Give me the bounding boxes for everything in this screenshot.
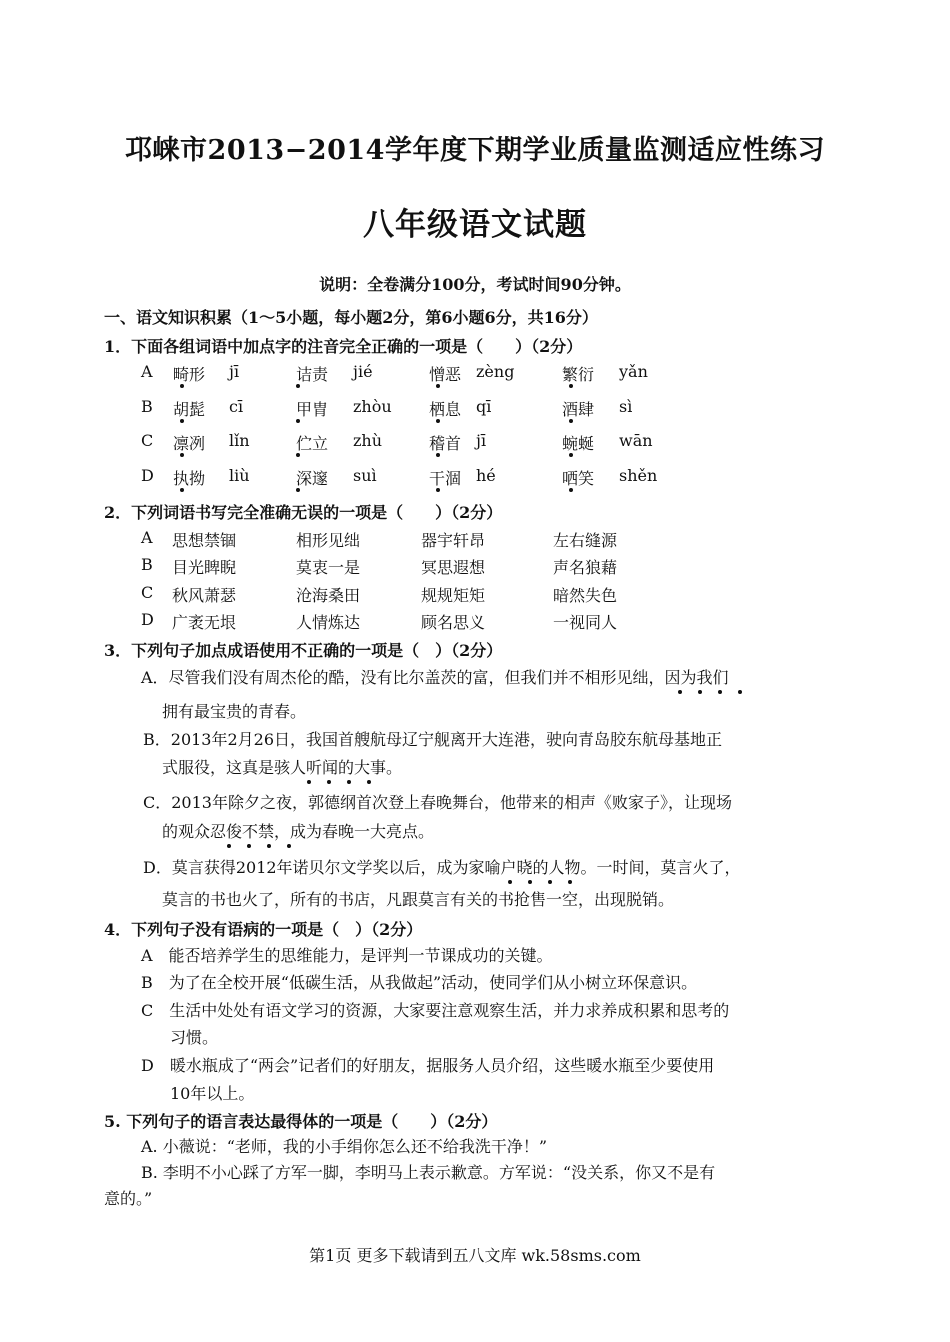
question-5-option-b-line2: 意的。”: [104, 1189, 153, 1208]
emphasis-dot: [528, 880, 532, 884]
emphasis-dot: [296, 419, 300, 423]
emphasis-dot: [436, 488, 440, 492]
option-word: 思想禁锢: [172, 531, 237, 550]
option-word: 左右缝源: [553, 531, 618, 550]
option-word: 繁衍: [562, 365, 595, 384]
emphasis-dot: [227, 844, 231, 848]
emphasis-dot: [569, 488, 573, 492]
option-pinyin: hé: [476, 466, 496, 485]
option-letter: B: [141, 555, 153, 574]
emphasis-dot: [180, 419, 184, 423]
option-pinyin: zèng: [476, 362, 515, 381]
question-5-option-b-line1: B. 李明不小心踩了方军一脚，李明马上表示歉意。方军说：“没关系，你又不是有: [141, 1163, 716, 1182]
question-3-stem: 3．下列句子加点成语使用不正确的一项是（ ）（2分）: [104, 641, 503, 660]
option-word: 哂笑: [562, 469, 595, 488]
option-pinyin: jī: [476, 431, 487, 450]
question-3-option-b-line1: B．2013年2月26日，我国首艘航母辽宁舰离开大连港，驶向青岛胶东航母基地正: [143, 730, 723, 749]
option-word: 憎恶: [429, 365, 462, 384]
emphasis-dot: [678, 690, 682, 694]
option-word: 相形见绌: [296, 531, 361, 550]
option-pinyin: wān: [619, 431, 653, 450]
option-word: 甲胄: [296, 400, 329, 419]
emphasis-dot: [569, 453, 573, 457]
option-word: 蜿蜒: [562, 434, 595, 453]
question-3-option-a-line2: 拥有最宝贵的青春。: [162, 702, 307, 721]
option-word: 凛冽: [173, 434, 206, 453]
option-word: 酒肆: [562, 400, 595, 419]
option-word: 声名狼藉: [553, 558, 618, 577]
question-4-option-c-line1: C 生活中处处有语文学习的资源，大家要注意观察生活，并力求养成积累和思考的: [141, 1001, 730, 1020]
question-3-option-b-line2: 式服役，这真是骇人听闻的大事。: [162, 758, 403, 777]
emphasis-dot: [287, 844, 291, 848]
page-footer: 第1页 更多下载请到五八文库 wk.58sms.com: [309, 1246, 641, 1265]
emphasis-dot: [508, 880, 512, 884]
option-pinyin: sì: [619, 397, 633, 416]
emphasis-dot: [180, 384, 184, 388]
option-word: 栖息: [429, 400, 462, 419]
emphasis-dot: [296, 488, 300, 492]
option-word: 执拗: [173, 469, 206, 488]
option-letter: D: [141, 466, 154, 485]
emphasis-dot: [436, 453, 440, 457]
question-4-option-d-line1: D 暖水瓶成了“两会”记者们的好朋友，据服务人员介绍，这些暖水瓶至少要使用: [141, 1056, 715, 1075]
emphasis-dot: [569, 384, 573, 388]
emphasis-dot: [180, 453, 184, 457]
option-word: 冥思遐想: [421, 558, 486, 577]
emphasis-dot: [327, 780, 331, 784]
option-pinyin: jī: [229, 362, 240, 381]
option-word: 一视同人: [553, 613, 618, 632]
option-word: 目光睥睨: [172, 558, 237, 577]
option-word: 人情炼达: [296, 613, 361, 632]
question-3-option-d-line2: 莫言的书也火了，所有的书店，凡跟莫言有关的书抢售一空，出现脱销。: [162, 890, 675, 909]
exam-note: 说明：全卷满分100分，考试时间90分钟。: [319, 275, 631, 294]
option-word: 沧海桑田: [296, 586, 361, 605]
page-subtitle: 八年级语文试题: [363, 207, 587, 243]
question-3-option-c-line1: C．2013年除夕之夜，郭德纲首次登上春晚舞台，他带来的相声《败家子》，让现场: [143, 793, 732, 812]
option-pinyin: yǎn: [619, 362, 648, 381]
option-word: 畸形: [173, 365, 206, 384]
emphasis-dot: [738, 690, 742, 694]
emphasis-dot: [436, 419, 440, 423]
option-word: 深邃: [296, 469, 329, 488]
option-word: 伫立: [296, 434, 329, 453]
emphasis-dot: [267, 844, 271, 848]
emphasis-dot: [180, 488, 184, 492]
question-2-stem: 2．下列词语书写完全准确无误的一项是（ ）（2分）: [104, 503, 503, 522]
option-pinyin: liù: [229, 466, 250, 485]
option-word: 诘责: [296, 365, 329, 384]
option-word: 稽首: [429, 434, 462, 453]
option-word: 干涸: [429, 469, 462, 488]
emphasis-dot: [367, 780, 371, 784]
option-letter: B: [141, 397, 153, 416]
option-letter: D: [141, 610, 154, 629]
section-heading: 一、语文知识积累（1～5小题，每小题2分，第6小题6分，共16分）: [104, 308, 598, 327]
option-pinyin: shěn: [619, 466, 658, 485]
option-pinyin: lǐn: [229, 431, 250, 450]
emphasis-dot: [548, 880, 552, 884]
emphasis-dot: [718, 690, 722, 694]
option-pinyin: qī: [476, 397, 492, 416]
question-1-stem: 1．下面各组词语中加点字的注音完全正确的一项是（ ）（2分）: [104, 337, 583, 356]
question-3-option-d-line1: D．莫言获得2012年诺贝尔文学奖以后，成为家喻户晓的人物。一时间，莫言火了，: [143, 858, 741, 877]
option-word: 器宇轩昂: [421, 531, 486, 550]
emphasis-dot: [698, 690, 702, 694]
emphasis-dot: [568, 880, 572, 884]
option-word: 规规矩矩: [421, 586, 486, 605]
emphasis-dot: [296, 384, 300, 388]
emphasis-dot: [296, 453, 300, 457]
question-4-option-a: A 能否培养学生的思维能力，是评判一节课成功的关键。: [141, 946, 553, 965]
option-letter: C: [141, 583, 154, 602]
option-pinyin: cī: [229, 397, 244, 416]
emphasis-dot: [436, 384, 440, 388]
option-letter: C: [141, 431, 154, 450]
question-4-option-c-line2: 习惯。: [170, 1028, 219, 1047]
question-4-option-b: B 为了在全校开展“低碳生活，从我做起”活动，使同学们从小树立环保意识。: [141, 973, 698, 992]
option-pinyin: zhòu: [353, 397, 392, 416]
page-title: 邛崃市2013−2014学年度下期学业质量监测适应性练习: [125, 135, 825, 166]
option-word: 广袤无垠: [172, 613, 237, 632]
question-5-stem: 5. 下列句子的语言表达最得体的一项是（ ）（2分）: [104, 1112, 498, 1131]
emphasis-dot: [569, 419, 573, 423]
option-letter: A: [141, 528, 153, 547]
option-pinyin: suì: [353, 466, 377, 485]
emphasis-dot: [347, 780, 351, 784]
question-4-stem: 4．下列句子没有语病的一项是（ ）（2分）: [104, 920, 423, 939]
question-3-option-c-line2: 的观众忍俊不禁，成为春晚一大亮点。: [162, 822, 435, 841]
option-pinyin: zhù: [353, 431, 383, 450]
option-pinyin: jié: [353, 362, 373, 381]
emphasis-dot: [247, 844, 251, 848]
option-word: 暗然失色: [553, 586, 618, 605]
option-word: 秋风萧瑟: [172, 586, 237, 605]
question-5-option-a: A. 小薇说：“老师，我的小手绢你怎么还不给我洗干净！”: [141, 1137, 548, 1156]
emphasis-dot: [307, 780, 311, 784]
option-word: 胡髭: [173, 400, 206, 419]
question-3-option-a-line1: A．尽管我们没有周杰伦的酷，没有比尔盖茨的富，但我们并不相形见绌，因为我们: [141, 668, 729, 687]
option-letter: A: [141, 362, 153, 381]
option-word: 莫衷一是: [296, 558, 361, 577]
option-word: 顾名思义: [421, 613, 486, 632]
question-4-option-d-line2: 10年以上。: [170, 1084, 255, 1103]
